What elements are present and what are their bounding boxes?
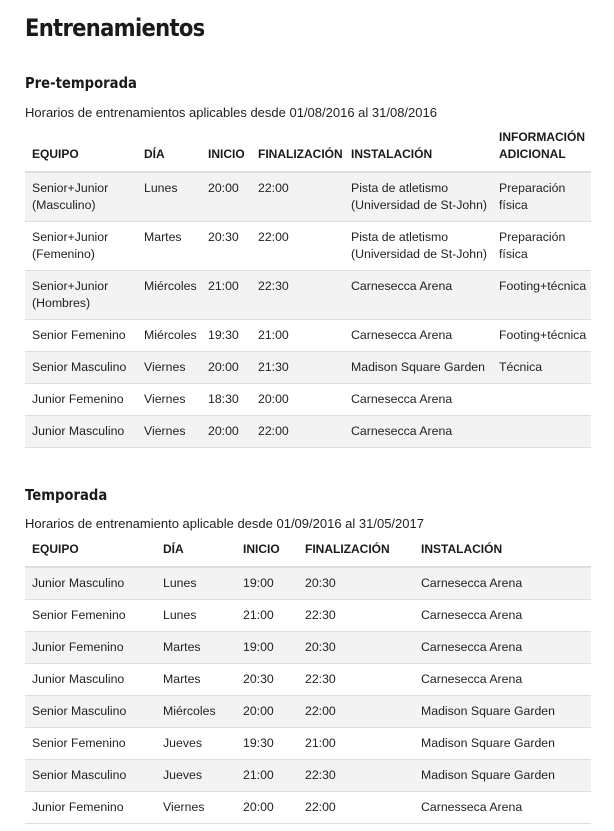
cell-end: 20:30 (298, 631, 414, 663)
cell-day: Jueves (156, 759, 236, 791)
cell-info: Preparación física (492, 172, 591, 221)
cell-day: Lunes (156, 599, 236, 631)
cell-venue: Madison Square Garden (344, 351, 492, 383)
cell-end: 22:30 (298, 663, 414, 695)
table-row (25, 759, 591, 791)
cell-venue: Pista de atletismo (Universidad de St-John) (344, 221, 492, 270)
preseason-title: Pre-temporada (25, 74, 137, 92)
cell-end: 20:30 (298, 567, 414, 599)
cell-start: 21:00 (236, 759, 298, 791)
cell-end: 22:30 (298, 759, 414, 791)
cell-day: Miércoles (156, 695, 236, 727)
cell-venue: Pista de atletismo (Universidad de St-John) (344, 172, 492, 221)
table-row (25, 567, 591, 599)
cell-day: Viernes (137, 351, 201, 383)
cell-start: 20:00 (236, 695, 298, 727)
page-title: Entrenamientos (25, 14, 205, 42)
cell-start: 20:00 (201, 415, 251, 447)
cell-team: Senior Masculino (25, 351, 137, 383)
cell-end: 20:00 (251, 383, 344, 415)
column-header: INICIO (201, 129, 251, 172)
cell-venue: Madison Square Garden (414, 759, 591, 791)
table-header-row (25, 541, 591, 567)
table-row (25, 172, 591, 221)
cell-day: Lunes (156, 567, 236, 599)
cell-venue: Carnesecca Arena (344, 415, 492, 447)
cell-venue: Carnesecca Arena (414, 631, 591, 663)
column-header: INSTALACIÓN (414, 541, 591, 567)
cell-team: Junior Masculino (25, 663, 156, 695)
cell-day: Miércoles (137, 270, 201, 319)
cell-info: Preparación física (492, 221, 591, 270)
cell-info: Técnica (492, 351, 591, 383)
cell-day: Jueves (156, 727, 236, 759)
cell-start: 19:00 (236, 567, 298, 599)
table-row (25, 319, 591, 351)
table-row (25, 351, 591, 383)
cell-start: 20:00 (236, 791, 298, 823)
cell-team: Junior Masculino (25, 415, 137, 447)
cell-team: Senior Masculino (25, 695, 156, 727)
cell-end: 22:00 (251, 415, 344, 447)
cell-end: 21:00 (298, 727, 414, 759)
table-row (25, 631, 591, 663)
table-row (25, 663, 591, 695)
preseason-table (25, 129, 591, 448)
cell-end: 22:00 (251, 172, 344, 221)
table-row (25, 727, 591, 759)
cell-team: Junior Femenino (25, 383, 137, 415)
table-row (25, 383, 591, 415)
column-header: DÍA (137, 129, 201, 172)
cell-team: Senior+Junior (Hombres) (25, 270, 137, 319)
column-header: DÍA (156, 541, 236, 567)
cell-venue: Carnesecca Arena (344, 319, 492, 351)
column-header: INFORMACIÓN ADICIONAL (492, 129, 591, 172)
cell-venue: Carnesecca Arena (414, 567, 591, 599)
cell-day: Viernes (137, 383, 201, 415)
cell-start: 20:30 (236, 663, 298, 695)
cell-team: Senior Femenino (25, 727, 156, 759)
cell-end: 22:00 (251, 221, 344, 270)
table-row (25, 695, 591, 727)
cell-team: Senior Femenino (25, 599, 156, 631)
cell-team: Junior Femenino (25, 631, 156, 663)
cell-start: 19:00 (236, 631, 298, 663)
cell-end: 22:00 (298, 695, 414, 727)
cell-day: Viernes (156, 791, 236, 823)
column-header: EQUIPO (25, 541, 156, 567)
cell-start: 18:30 (201, 383, 251, 415)
season-description: Horarios de entrenamiento aplicable desde 01/09/2016 al 31/05/2017 (25, 516, 424, 531)
cell-start: 19:30 (201, 319, 251, 351)
cell-venue: Carnesecca Arena (344, 270, 492, 319)
column-header: INICIO (236, 541, 298, 567)
preseason-description: Horarios de entrenamientos aplicables desde 01/08/2016 al 31/08/2016 (25, 105, 437, 120)
column-header: INSTALACIÓN (344, 129, 492, 172)
cell-start: 21:00 (201, 270, 251, 319)
cell-start: 21:00 (236, 599, 298, 631)
cell-team: Senior+Junior (Masculino) (25, 172, 137, 221)
cell-team: Senior Masculino (25, 759, 156, 791)
cell-end: 21:00 (251, 319, 344, 351)
cell-end: 22:30 (251, 270, 344, 319)
cell-start: 20:00 (201, 172, 251, 221)
cell-info: Footing+técnica (492, 270, 591, 319)
cell-venue: Madison Square Garden (414, 727, 591, 759)
cell-day: Martes (156, 631, 236, 663)
table-row (25, 599, 591, 631)
cell-day: Miércoles (137, 319, 201, 351)
season-title: Temporada (25, 486, 108, 504)
cell-day: Lunes (137, 172, 201, 221)
column-header: FINALIZACIÓN (251, 129, 344, 172)
cell-venue: Carnesseca Arena (414, 791, 591, 823)
table-row (25, 415, 591, 447)
table-row (25, 791, 591, 823)
cell-info (492, 415, 591, 447)
column-header: EQUIPO (25, 129, 137, 172)
cell-info (492, 383, 591, 415)
cell-start: 20:30 (201, 221, 251, 270)
cell-venue: Carnesecca Arena (414, 663, 591, 695)
cell-end: 21:30 (251, 351, 344, 383)
cell-venue: Madison Square Garden (414, 695, 591, 727)
cell-day: Martes (137, 221, 201, 270)
cell-team: Junior Femenino (25, 791, 156, 823)
cell-day: Martes (156, 663, 236, 695)
cell-team: Senior+Junior (Femenino) (25, 221, 137, 270)
column-header: FINALIZACIÓN (298, 541, 414, 567)
season-table (25, 541, 591, 824)
cell-day: Viernes (137, 415, 201, 447)
table-row (25, 221, 591, 270)
cell-info: Footing+técnica (492, 319, 591, 351)
cell-venue: Carnesecca Arena (344, 383, 492, 415)
cell-team: Junior Masculino (25, 567, 156, 599)
table-header-row (25, 129, 591, 172)
cell-start: 20:00 (201, 351, 251, 383)
cell-team: Senior Femenino (25, 319, 137, 351)
table-row (25, 270, 591, 319)
cell-venue: Carnesecca Arena (414, 599, 591, 631)
cell-end: 22:30 (298, 599, 414, 631)
cell-start: 19:30 (236, 727, 298, 759)
cell-end: 22:00 (298, 791, 414, 823)
